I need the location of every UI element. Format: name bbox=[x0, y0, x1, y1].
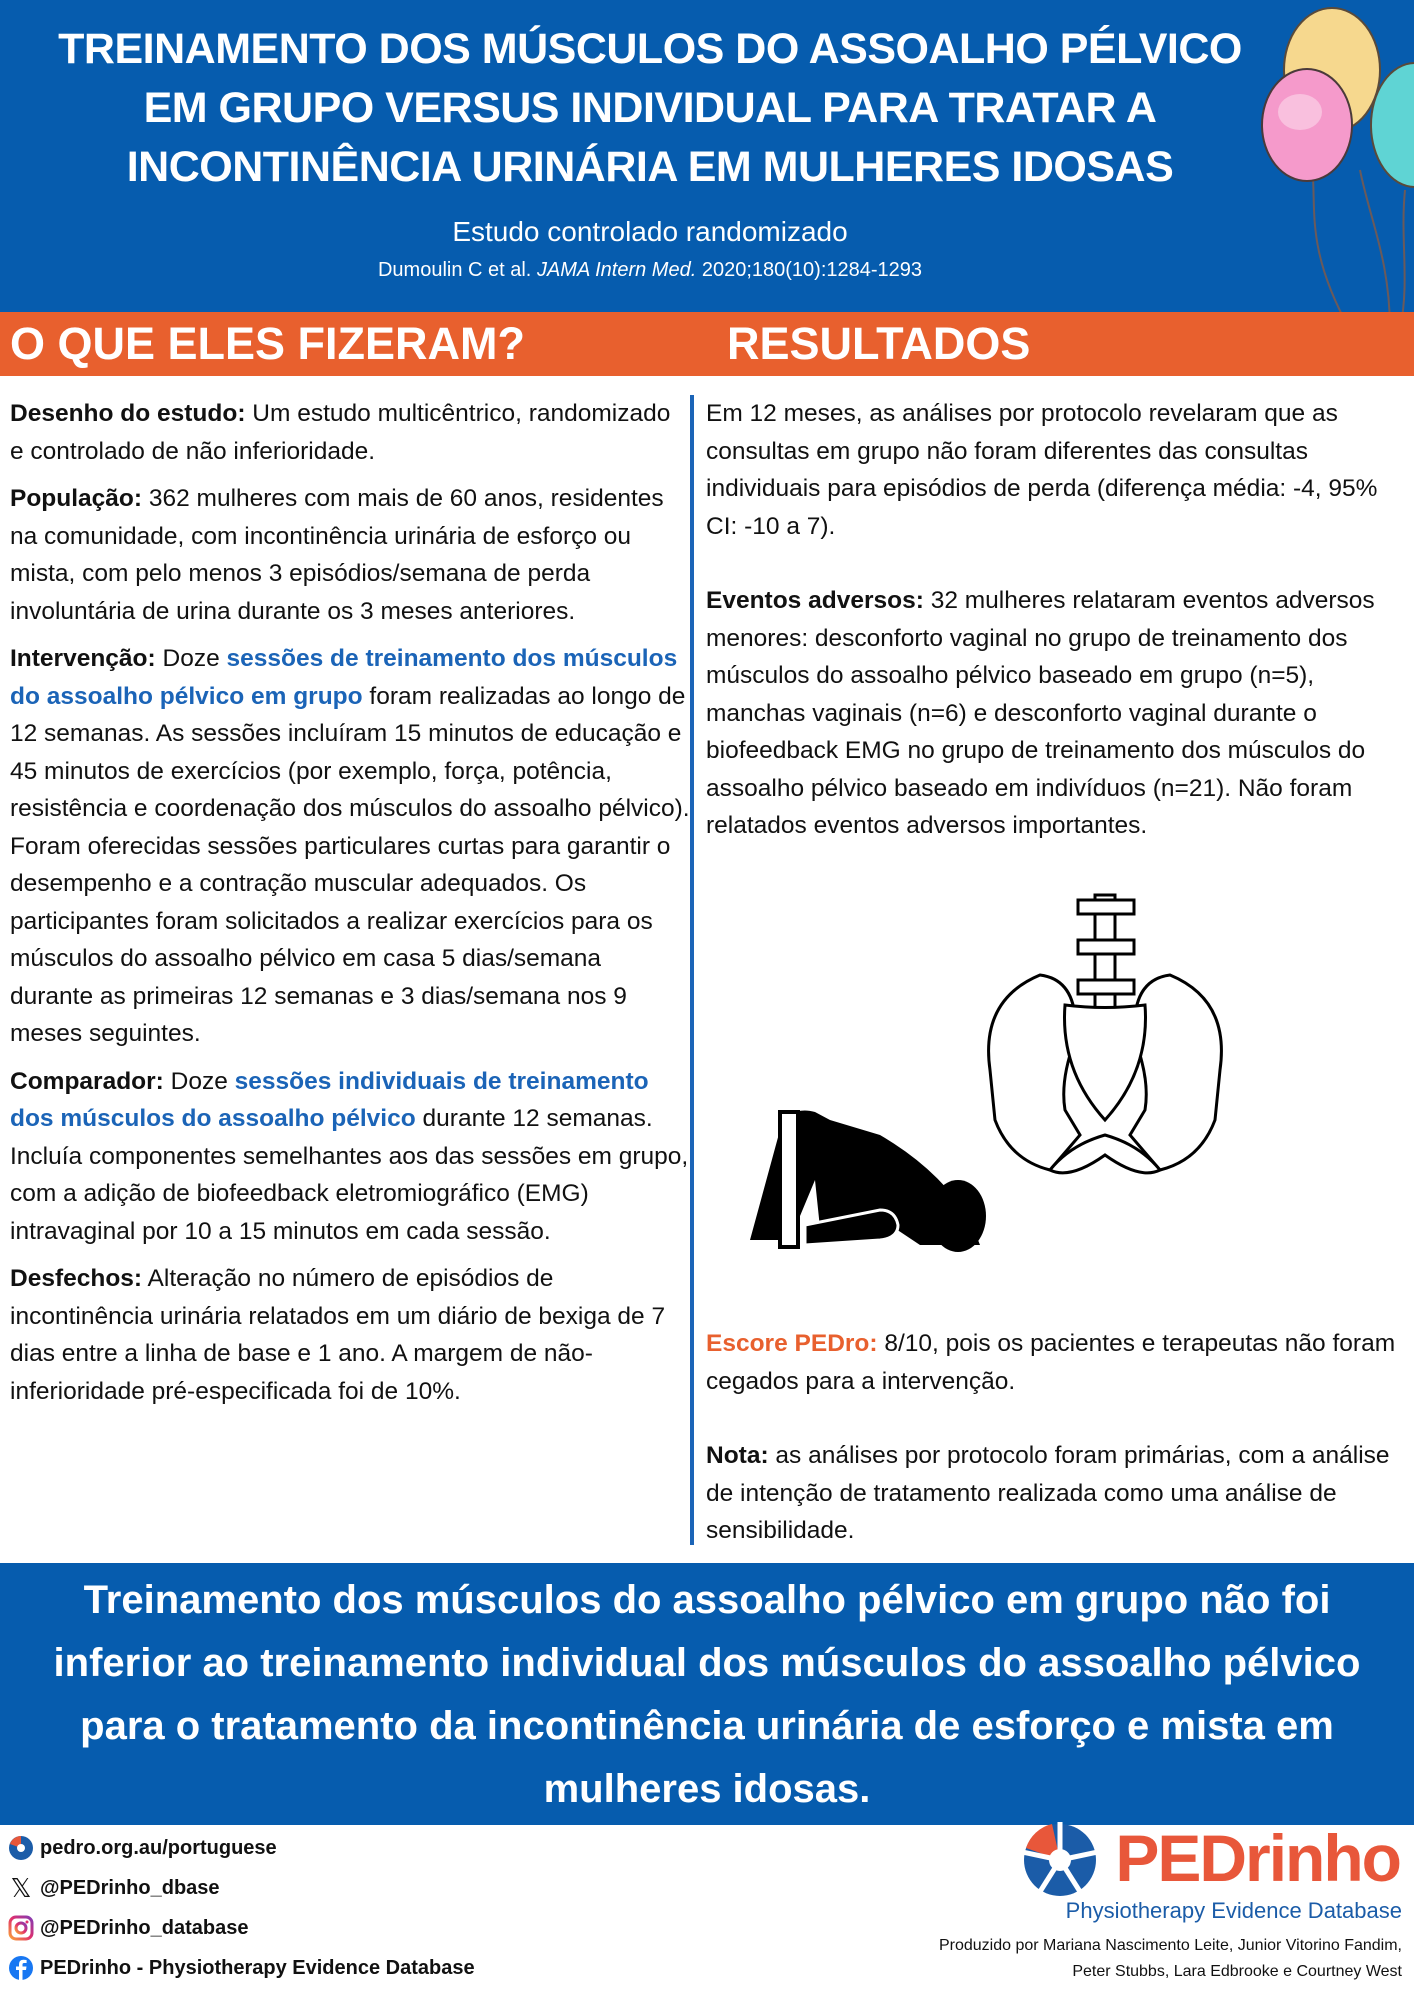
note bbox=[706, 1437, 1406, 1550]
facebook-icon bbox=[8, 1955, 34, 1981]
link-label: PEDrinho - Physiotherapy Evidence Database bbox=[40, 1956, 475, 1979]
label: População: bbox=[10, 485, 143, 512]
exercise-figure-icon bbox=[750, 1110, 986, 1252]
text: 362 mulheres com mais de 60 anos, residentes na comunidade, com incontinência urinária de esforço ou mista, com pelo menos 3 episódios/semana de perda involuntária de urina durante os 3 meses anteriores. bbox=[10, 485, 664, 625]
link-label: pedro.org.au/portuguese bbox=[40, 1836, 277, 1859]
label: Comparador: bbox=[10, 1067, 164, 1095]
citation-authors: Dumoulin C et al. bbox=[377, 259, 532, 281]
section-title-methods: O QUE ELES FIZERAM? bbox=[10, 318, 526, 369]
adverse-events bbox=[706, 582, 1406, 845]
title-line: INCONTINÊNCIA URINÁRIA EM MULHERES IDOSAS bbox=[126, 143, 1174, 191]
header-banner bbox=[0, 0, 1414, 312]
methods-column bbox=[10, 395, 690, 1420]
highlight-text: sessões de treinamento dos músculos do assoalho pélvico em grupo bbox=[10, 645, 678, 710]
label: Escore PEDro: bbox=[706, 1330, 878, 1357]
text: Doze bbox=[162, 645, 220, 672]
twitter-link[interactable] bbox=[8, 1868, 475, 1908]
label: Desfechos: bbox=[10, 1265, 143, 1292]
link-label: @PEDrinho_dbase bbox=[40, 1876, 220, 1899]
credits-line: Produzido por Mariana Nascimento Leite, Junior Vitorino Fandim, bbox=[938, 1937, 1402, 1954]
title-line: TREINAMENTO DOS MÚSCULOS DO ASSOALHO PÉLVICO bbox=[58, 25, 1242, 73]
section-headings-bar bbox=[0, 312, 1414, 376]
pedrinho-logo-icon bbox=[1022, 1822, 1098, 1898]
text: as análises por protocolo foram primárias, com a análise de intenção de tratamento realizada como uma análise de sensibilidade. bbox=[706, 1442, 1390, 1544]
text: 32 mulheres relataram eventos adversos menores: desconforto vaginal no grupo de treinamento dos músculos do assoalho pélvico baseado em grupo (n=5), manchas vaginais (n=6) e desconforto vaginal durante o biofeedback EMG no grupo de treinamento dos músculos do assoalho pélvico baseado em indivíduos (n=21). Não foram relatados eventos adversos importantes. bbox=[706, 587, 1375, 839]
credits bbox=[939, 1933, 1402, 1985]
pedro-logo-icon bbox=[8, 1835, 34, 1861]
facebook-link[interactable] bbox=[8, 1948, 475, 1988]
population bbox=[10, 480, 690, 630]
page-title bbox=[0, 20, 1300, 197]
label: Eventos adversos: bbox=[706, 587, 924, 614]
column-divider bbox=[690, 395, 694, 1545]
title-line: EM GRUPO VERSUS INDIVIDUAL PARA TRATAR A bbox=[143, 84, 1157, 132]
pelvis-spine-icon bbox=[989, 895, 1222, 1173]
text: Um estudo multicêntrico, randomizado e controlado de não inferioridade. bbox=[10, 400, 671, 465]
logo-subtitle: Physiotherapy Evidence Database bbox=[1065, 1898, 1402, 1923]
results-summary: Em 12 meses, as análises por protocolo revelaram que as consultas em grupo não foram diferentes das consultas individuais para episódios de perda (diferença média: -4, 95% CI: -10 a 7). bbox=[706, 400, 1378, 540]
text: Alteração no número de episódios de incontinência urinária relatados em um diário de bexiga de 7 dias entre a linha de base e 1 ano. A margem de não-inferioridade pré-especificada foi de 10%. bbox=[10, 1265, 666, 1405]
study-type: Estudo controlado randomizado bbox=[452, 216, 848, 247]
pedro-score bbox=[706, 1325, 1406, 1400]
credits-line: Peter Stubbs, Lara Edbrooke e Courtney West bbox=[1072, 1963, 1402, 1980]
citation bbox=[0, 259, 1300, 282]
logo-name: PEDrinho bbox=[1115, 1821, 1400, 1895]
instagram-link[interactable] bbox=[8, 1908, 475, 1948]
results-notes bbox=[706, 1325, 1406, 1550]
citation-journal: JAMA Intern Med. bbox=[536, 259, 697, 281]
link-label: @PEDrinho_database bbox=[40, 1916, 249, 1939]
conclusion-banner bbox=[0, 1563, 1414, 1825]
outcomes bbox=[10, 1260, 690, 1410]
illustrations bbox=[720, 880, 1414, 1260]
intervention bbox=[10, 640, 690, 1053]
text: foram realizadas ao longo de 12 semanas. As sessões incluíram 15 minutos de educação e 45 minutos de exercícios (por exemplo, força, potência, resistência e coordenação dos músculos do assoalho pélvico). Foram oferecidas sessões particulares curtas para garantir o desempenho e a contração muscular adequados. Os participantes foram solicitados a realizar exercícios para os músculos do assoalho pélvico em casa 5 dias/semana durante as primeiras 12 semanas e 3 dias/semana nos 9 meses seguintes. bbox=[10, 682, 690, 1047]
results-column bbox=[706, 395, 1406, 845]
citation-ref: 2020;180(10):1284-1293 bbox=[701, 259, 923, 281]
highlight-text: sessões individuais de treinamento dos músculos do assoalho pélvico bbox=[10, 1067, 649, 1132]
x-twitter-icon: 𝕏 bbox=[10, 1873, 32, 1903]
balloons-icon bbox=[1240, 0, 1414, 330]
text: 8/10, pois os pacientes e terapeutas não foram cegados para a intervenção. bbox=[706, 1330, 1396, 1395]
label: Desenho do estudo: bbox=[10, 400, 246, 427]
section-title-results: RESULTADOS bbox=[727, 318, 1031, 369]
label: Intervenção: bbox=[10, 645, 156, 672]
study-design bbox=[10, 395, 690, 470]
website-link[interactable] bbox=[8, 1828, 475, 1868]
footer-links bbox=[8, 1828, 475, 1988]
comparator bbox=[10, 1063, 690, 1251]
instagram-icon bbox=[8, 1915, 34, 1941]
label: Nota: bbox=[706, 1442, 769, 1469]
conclusion-text: Treinamento dos músculos do assoalho pélvico em grupo não foi inferior ao treinamento individual dos músculos do assoalho pélvico para o tratamento da incontinência urinária de esforço e mista em mulheres idosas. bbox=[53, 1578, 1361, 1811]
text: durante 12 semanas. Incluía componentes semelhantes aos das sessões em grupo, com a adição de biofeedback eletromiográfico (EMG) intravaginal por 10 a 15 minutos em cada sessão. bbox=[10, 1105, 689, 1245]
text: Doze bbox=[170, 1067, 228, 1095]
